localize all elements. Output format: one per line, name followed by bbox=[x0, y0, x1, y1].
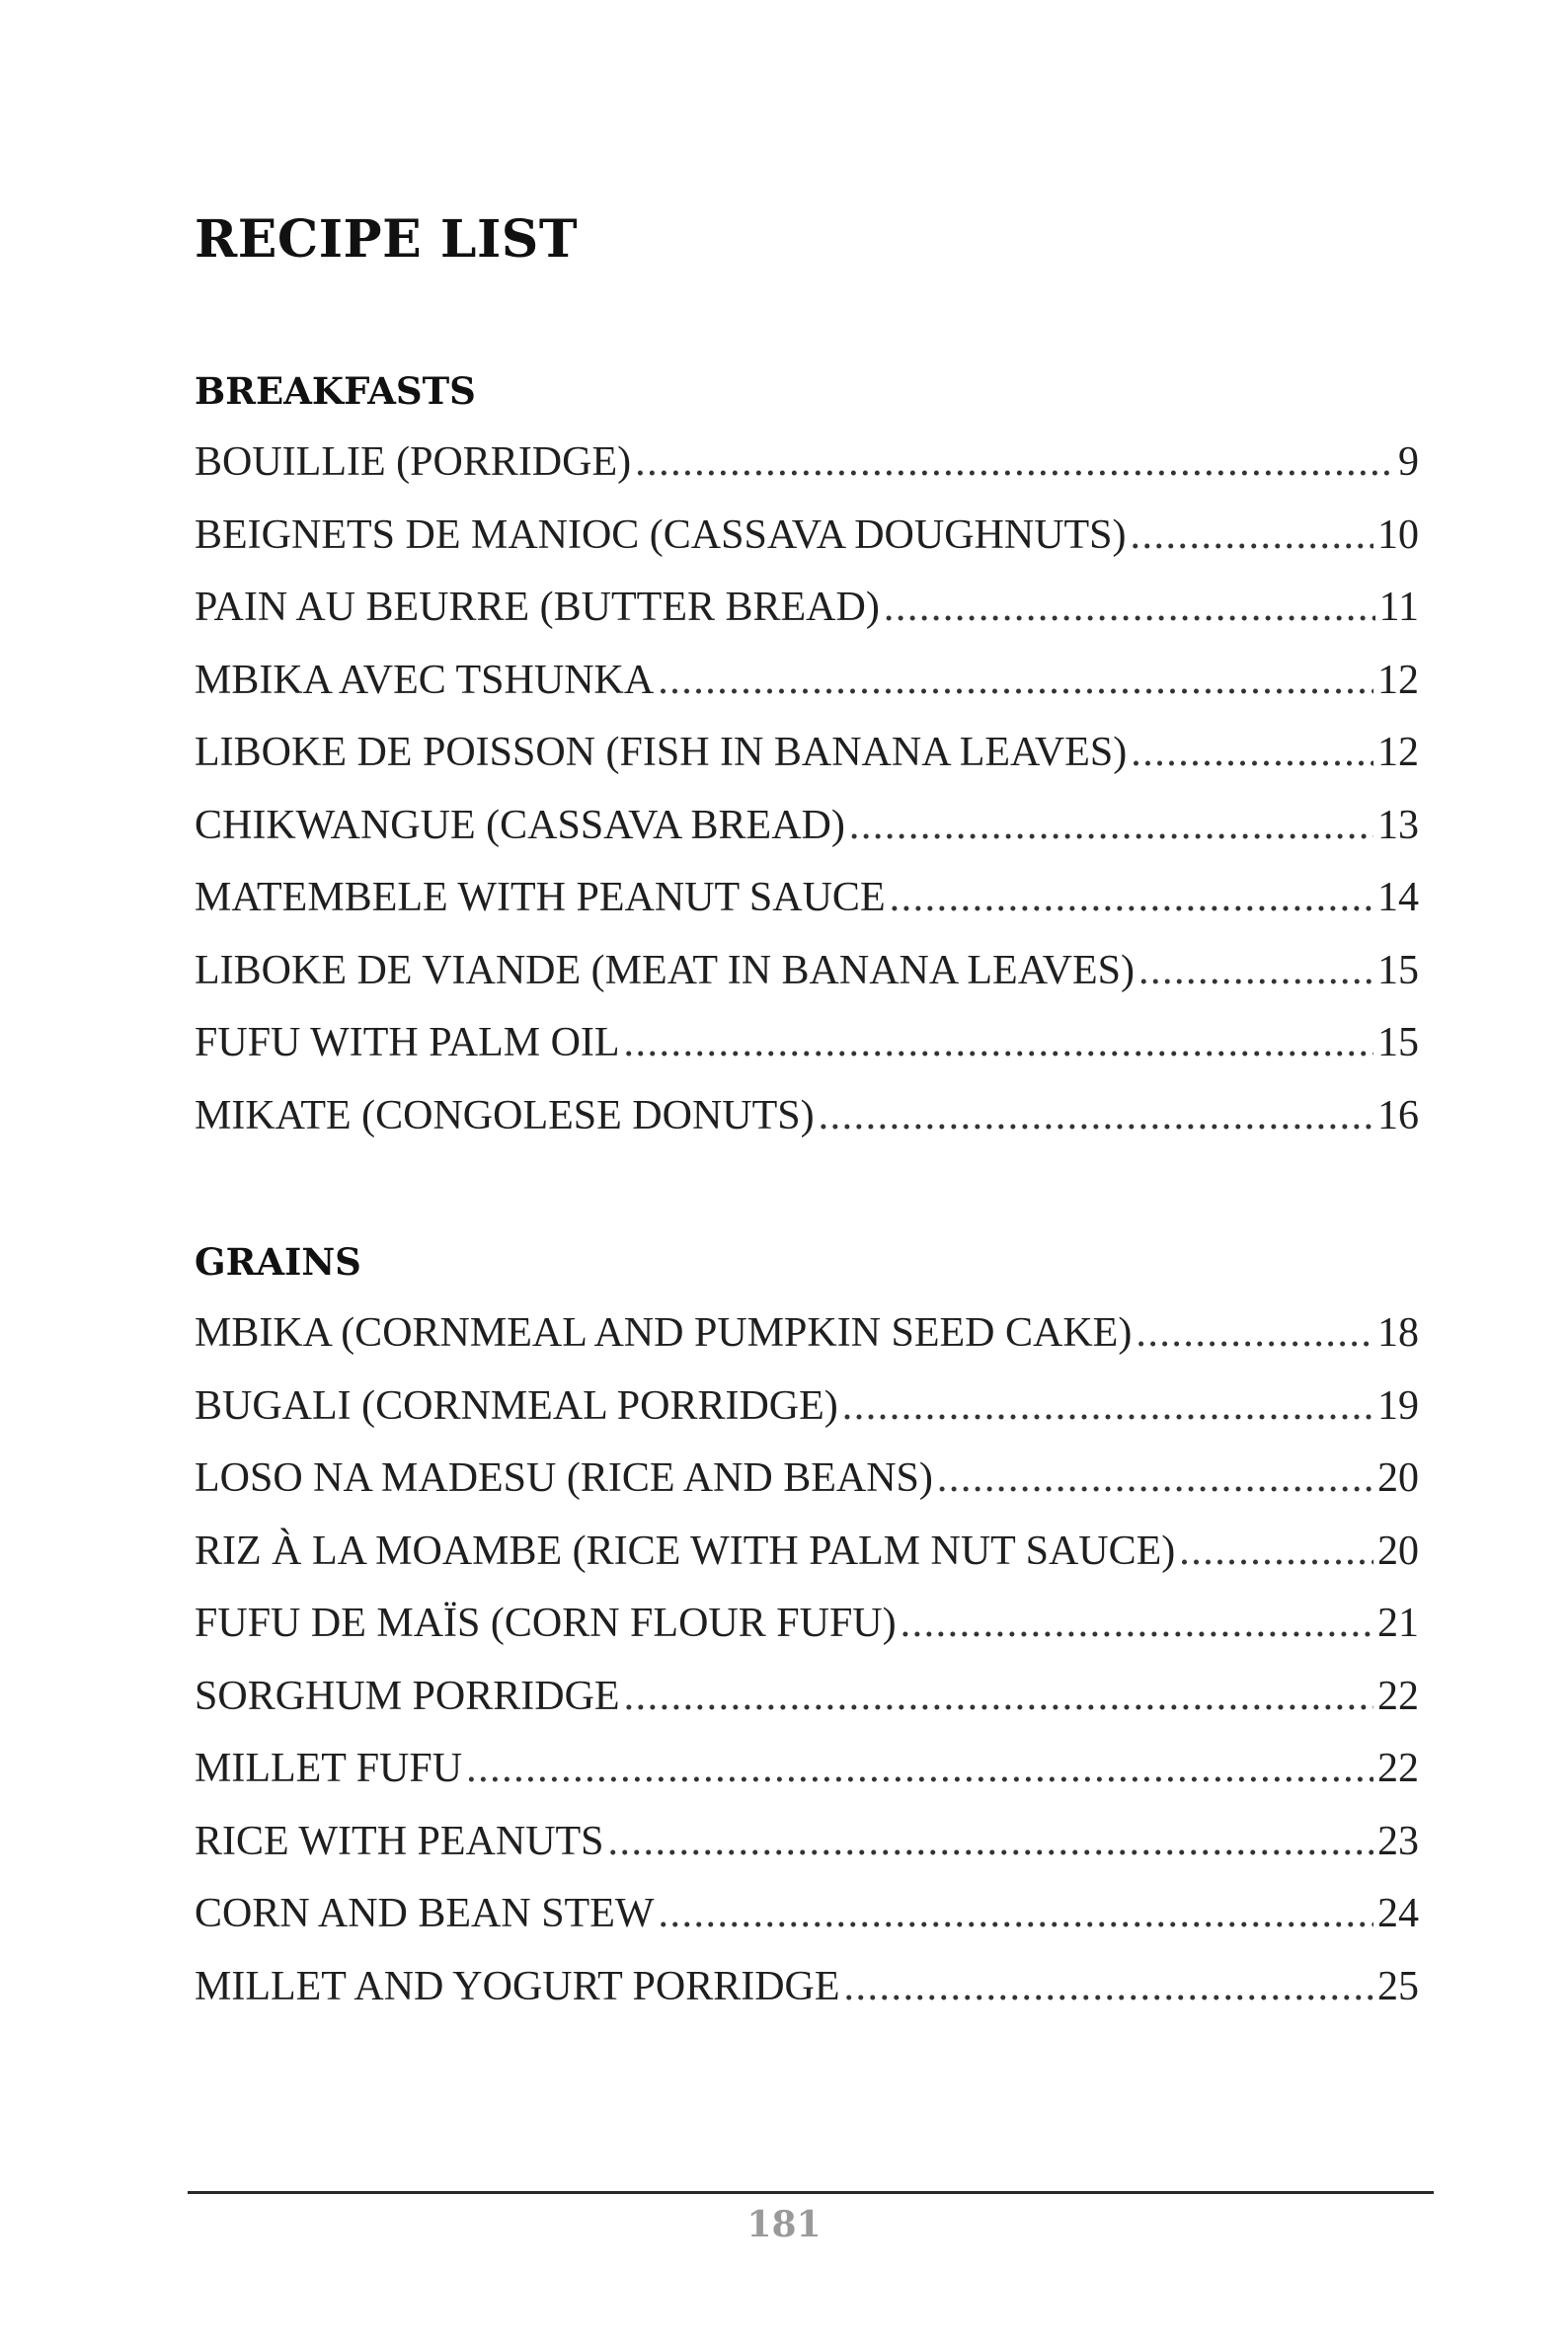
entry-title: SORGHUM PORRIDGE bbox=[195, 1673, 620, 1719]
toc-entry[interactable] bbox=[195, 1297, 1419, 1371]
entry-title: BUGALI (CORNMEAL PORRIDGE) bbox=[195, 1382, 838, 1429]
entry-title: LOSO NA MADESU (RICE AND BEANS) bbox=[195, 1455, 933, 1501]
toc-entry[interactable] bbox=[195, 1516, 1419, 1589]
entry-page: 9 bbox=[1398, 439, 1419, 485]
section-breakfasts bbox=[195, 365, 1419, 1152]
dot-leader bbox=[624, 1007, 1373, 1080]
entry-title: MBIKA (CORNMEAL AND PUMPKIN SEED CAKE) bbox=[195, 1310, 1133, 1356]
toc-entry[interactable] bbox=[195, 645, 1419, 718]
entry-page: 24 bbox=[1377, 1891, 1419, 1936]
page-number: 181 bbox=[746, 2204, 822, 2245]
entry-title: PAIN AU BEURRE (BUTTER BREAD) bbox=[195, 585, 880, 630]
entry-page: 12 bbox=[1377, 730, 1419, 775]
dot-leader bbox=[658, 645, 1373, 718]
entry-page: 18 bbox=[1377, 1310, 1419, 1356]
dot-leader bbox=[819, 1080, 1373, 1153]
entry-page: 14 bbox=[1377, 875, 1419, 920]
toc-entry[interactable] bbox=[195, 1806, 1419, 1879]
entry-title: MILLET AND YOGURT PORRIDGE bbox=[195, 1963, 840, 2009]
entry-page: 21 bbox=[1377, 1601, 1419, 1646]
entry-page: 22 bbox=[1377, 1673, 1419, 1719]
toc-entry[interactable] bbox=[195, 1007, 1419, 1080]
toc-entry[interactable] bbox=[195, 1733, 1419, 1806]
section-grains bbox=[195, 1236, 1419, 2023]
toc-entry[interactable] bbox=[195, 717, 1419, 790]
toc-entry[interactable] bbox=[195, 1443, 1419, 1516]
section-heading: BREAKFASTS bbox=[195, 369, 476, 413]
toc-entry[interactable] bbox=[195, 572, 1419, 645]
entry-page: 22 bbox=[1377, 1746, 1419, 1791]
entry-title: BOUILLIE (PORRIDGE) bbox=[195, 439, 632, 485]
entry-page: 11 bbox=[1378, 585, 1419, 630]
toc-entry[interactable] bbox=[195, 862, 1419, 935]
toc-entry[interactable] bbox=[195, 1878, 1419, 1951]
toc-list bbox=[195, 427, 1419, 1152]
toc-entry[interactable] bbox=[195, 790, 1419, 863]
toc-entry[interactable] bbox=[195, 427, 1419, 500]
entry-title: BEIGNETS DE MANIOC (CASSAVA DOUGHNUTS) bbox=[195, 511, 1127, 558]
entry-title: FUFU DE MAÏS (CORN FLOUR FUFU) bbox=[195, 1601, 897, 1646]
dot-leader bbox=[608, 1806, 1373, 1879]
entry-title: CORN AND BEAN STEW bbox=[195, 1891, 655, 1936]
entry-page: 16 bbox=[1377, 1092, 1419, 1138]
dot-leader bbox=[842, 1371, 1373, 1444]
dot-leader bbox=[884, 572, 1375, 645]
section-heading: GRAINS bbox=[195, 1240, 361, 1284]
dot-leader bbox=[1131, 717, 1373, 790]
entry-page: 15 bbox=[1377, 947, 1419, 993]
toc-entry[interactable] bbox=[195, 1951, 1419, 2024]
entry-page: 20 bbox=[1377, 1455, 1419, 1501]
entry-title: RICE WITH PEANUTS bbox=[195, 1818, 604, 1864]
entry-title: RIZ À LA MOAMBE (RICE WITH PALM NUT SAUCE) bbox=[195, 1528, 1176, 1574]
toc-entry[interactable] bbox=[195, 1080, 1419, 1153]
entry-page: 23 bbox=[1377, 1818, 1419, 1864]
dot-leader bbox=[635, 427, 1394, 500]
dot-leader bbox=[659, 1878, 1373, 1951]
dot-leader bbox=[466, 1733, 1373, 1806]
dot-leader bbox=[1138, 935, 1373, 1008]
dot-leader bbox=[624, 1661, 1373, 1734]
dot-leader bbox=[937, 1443, 1373, 1516]
dot-leader bbox=[890, 862, 1373, 935]
entry-page: 10 bbox=[1377, 511, 1419, 558]
footer-divider bbox=[188, 2191, 1434, 2194]
dot-leader bbox=[901, 1588, 1373, 1661]
entry-page: 25 bbox=[1377, 1963, 1419, 2009]
entry-page: 15 bbox=[1377, 1020, 1419, 1065]
entry-page: 19 bbox=[1377, 1382, 1419, 1429]
toc-entry[interactable] bbox=[195, 500, 1419, 573]
toc-entry[interactable] bbox=[195, 1371, 1419, 1444]
entry-title: MATEMBELE WITH PEANUT SAUCE bbox=[195, 875, 886, 920]
toc-entry[interactable] bbox=[195, 1588, 1419, 1661]
toc-entry[interactable] bbox=[195, 935, 1419, 1008]
toc-entry[interactable] bbox=[195, 1661, 1419, 1734]
entry-title: CHIKWANGUE (CASSAVA BREAD) bbox=[195, 802, 845, 848]
dot-leader bbox=[849, 790, 1373, 863]
entry-title: MIKATE (CONGOLESE DONUTS) bbox=[195, 1092, 815, 1138]
entry-title: MILLET FUFU bbox=[195, 1746, 463, 1791]
entry-title: MBIKA AVEC TSHUNKA bbox=[195, 657, 655, 703]
dot-leader bbox=[1136, 1297, 1373, 1371]
page-title: RECIPE LIST bbox=[195, 209, 579, 270]
entry-page: 13 bbox=[1377, 802, 1419, 848]
entry-page: 20 bbox=[1377, 1528, 1419, 1574]
entry-title: LIBOKE DE VIANDE (MEAT IN BANANA LEAVES) bbox=[195, 947, 1135, 993]
entry-title: FUFU WITH PALM OIL bbox=[195, 1020, 620, 1065]
dot-leader bbox=[844, 1951, 1373, 2024]
toc-list bbox=[195, 1297, 1419, 2023]
entry-title: LIBOKE DE POISSON (FISH IN BANANA LEAVES) bbox=[195, 730, 1128, 775]
dot-leader bbox=[1179, 1516, 1373, 1589]
dot-leader bbox=[1131, 500, 1373, 573]
entry-page: 12 bbox=[1377, 657, 1419, 703]
